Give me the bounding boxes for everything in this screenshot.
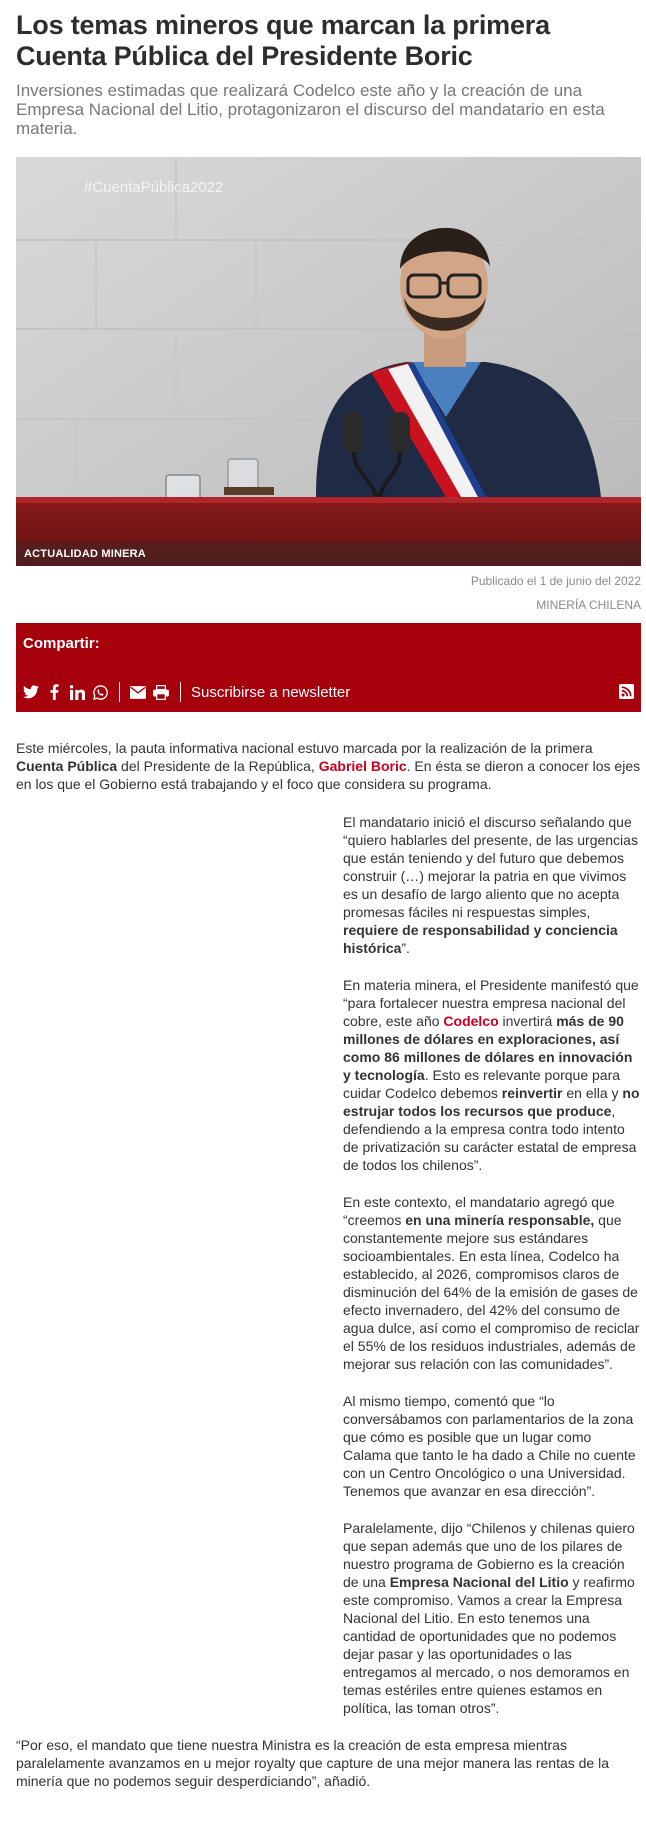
text-bold: Cuenta Pública xyxy=(16,758,118,774)
text: Paralelamente, dijo “Chilenos y chilenas quiero que sepan además que uno de los pilares de nuestro programa de Gobierno es la creación de una xyxy=(343,1520,635,1590)
share-divider xyxy=(119,682,120,702)
text: del Presidente de la República, xyxy=(117,758,319,774)
text: invertirá xyxy=(498,1013,557,1029)
share-label: Compartir: xyxy=(23,635,100,652)
link-gabriel-boric[interactable]: Gabriel Boric xyxy=(318,758,407,774)
paragraph-7: “Por eso, el mandato que tiene nuestra Ministra es la creación de esta empresa mientras paralelamente avanzamos en u mejor royalty que capture de una mejor manera las rentas de la minería que no podemos seguir desperdiciando”, añadió. xyxy=(16,1737,609,1789)
paragraph-5: Al mismo tiempo, comentó que “lo conversábamos con parlamentarios de la zona que cómo es posible que un lugar como Calama que tanto le ha dado a Chile no cuente con un Centro Oncológico o una Universidad. Tenemos que avanzar en esa dirección”. xyxy=(343,1393,636,1499)
paragraph-intro xyxy=(16,739,641,793)
share-actions xyxy=(23,682,350,702)
text: y reafirmo este compromiso. Vamos a crear la Empresa Nacional del Litio. En esto tenemos una cantidad de oportunidades que no podemos dejar pasar y las oportunidades o las entregamos al mercado, o nos demoramos en temas estériles entre quienes estamos en política, las toman otros”. xyxy=(343,1574,635,1716)
text: ”. xyxy=(401,940,410,956)
text-bold: reinvertir xyxy=(501,1085,563,1101)
share-divider xyxy=(180,682,181,702)
text-bold: no estrujar todos los recursos que produce xyxy=(343,1085,640,1119)
article-title: Los temas mineros que marcan la primera Cuenta Pública del Presidente Boric xyxy=(16,10,550,71)
email-icon[interactable] xyxy=(130,684,146,700)
linkedin-icon[interactable] xyxy=(69,684,85,700)
publish-date: Publicado el 1 de junio del 2022 xyxy=(470,574,641,588)
image-credit-bar xyxy=(16,542,641,566)
hero-image xyxy=(16,157,641,566)
whatsapp-icon[interactable] xyxy=(92,684,108,700)
article xyxy=(16,10,641,1790)
article-subtitle: Inversiones estimadas que realizará Codelco este año y la creación de una Empresa Nacional del Litio, protagonizaron el discurso del mandatario en esta materia. xyxy=(16,81,605,138)
text: En materia minera, el Presidente manifestó que “para fortalecer nuestra empresa nacional del cobre, este año xyxy=(343,977,639,1029)
president-speech-photo xyxy=(16,157,641,566)
text-bold: más de 90 millones de dólares en exploraciones, así como 86 millones de dólares en innovación y tecnología xyxy=(343,1013,633,1083)
ad-space xyxy=(16,793,343,1728)
share-bar xyxy=(16,623,641,712)
text: Este miércoles, la pauta informativa nacional estuvo marcada por la realización de la primera xyxy=(16,740,593,756)
text-bold: Empresa Nacional del Litio xyxy=(389,1574,569,1590)
link-codelco[interactable]: Codelco xyxy=(443,1013,499,1029)
image-watermark: #CuentaPública2022 xyxy=(84,179,224,196)
image-credit: ACTUALIDAD MINERA xyxy=(24,548,146,560)
rss-icon[interactable] xyxy=(619,684,634,699)
text: en ella y xyxy=(562,1085,623,1101)
text: que constantemente mejore sus estándares socioambientales. En esta línea, Codelco ha establecido, al 2026, compromisos claros de disminución del 64% de la emisión de gases de efecto invernadero, del 42% del consumo de agua dulce, así como el compromiso de reciclar el 55% de los residuos industriales, además de mejorar sus relación con las comunidades”. xyxy=(343,1212,640,1372)
facebook-icon[interactable] xyxy=(46,684,62,700)
article-meta xyxy=(16,574,641,612)
text: , defendiendo a la empresa contra todo intento de privatización su carácter estatal de empresa de todos los chilenos”. xyxy=(343,1103,637,1173)
newsletter-link[interactable]: Suscribirse a newsletter xyxy=(191,683,351,701)
print-icon[interactable] xyxy=(153,684,169,700)
article-source: MINERÍA CHILENA xyxy=(536,598,641,612)
article-body xyxy=(16,739,641,1790)
text-bold: requiere de responsabilidad y conciencia histórica xyxy=(343,922,618,956)
text: El mandatario inició el discurso señalando que “quiero hablarles del presente, de las urgencias que están teniendo y del futuro que debemos construir (…) mejorar la patria en que vivimos es un desafío de largo aliento que no acepta promesas fáciles ni respuestas simples, xyxy=(343,814,638,920)
text-bold: en una minería responsable, xyxy=(405,1212,595,1228)
text: . Esto es relevante porque para cuidar Codelco debemos xyxy=(343,1067,621,1101)
text: En este contexto, el mandatario agregó que “creemos xyxy=(343,1194,615,1228)
text: . En ésta se dieron a conocer los ejes en los que el Gobierno está trabajando y el foco que considera su programa. xyxy=(16,758,641,792)
twitter-icon[interactable] xyxy=(23,684,39,700)
